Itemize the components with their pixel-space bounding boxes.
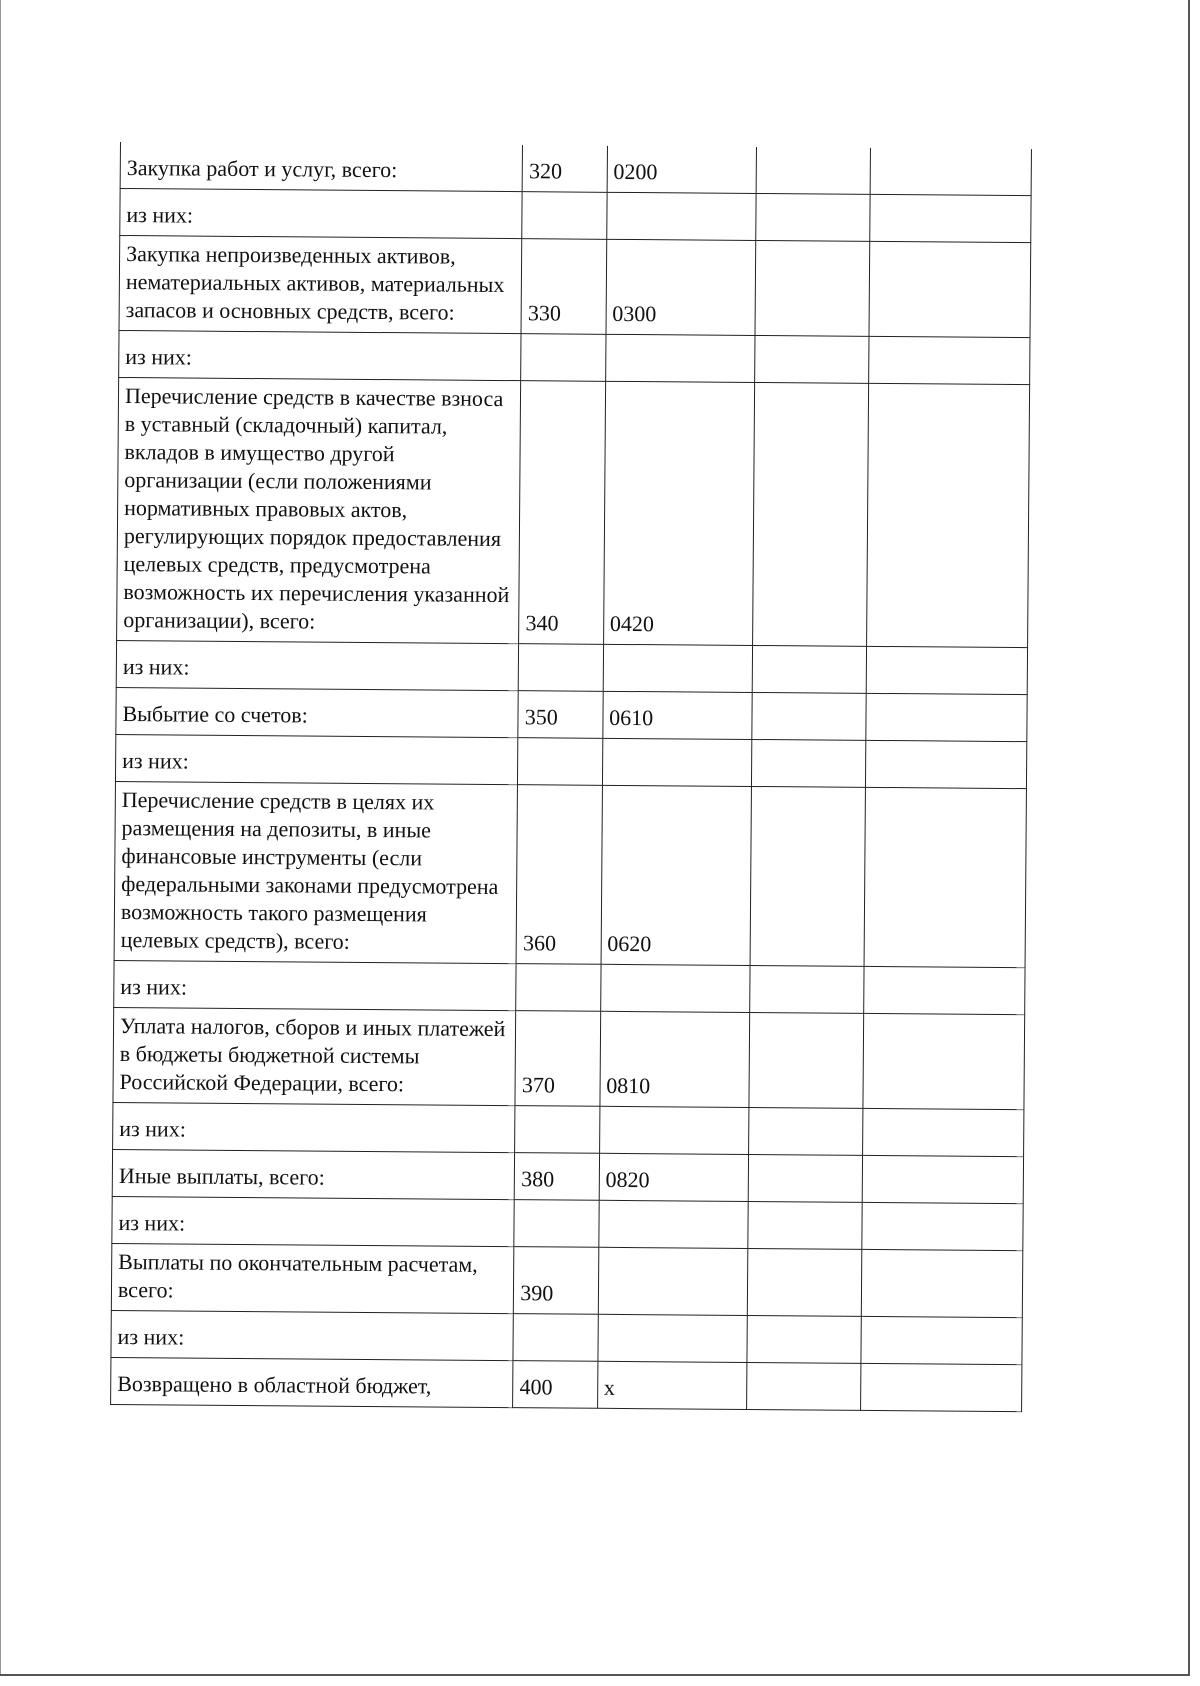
- table-row: [119, 330, 1030, 384]
- line-code-cell: [516, 964, 601, 1012]
- value-cell-2: [863, 1108, 1024, 1156]
- row-name-cell: из них:: [114, 960, 517, 1010]
- table-row: [115, 734, 1026, 788]
- scan-right-edge: [1188, 0, 1190, 1676]
- line-code-cell: [513, 1314, 598, 1362]
- table-row: [116, 640, 1027, 694]
- row-name-cell: Уплата налогов, сборов и иных платежей в бюджеты бюджетной системы Российской Федерации, всего:: [113, 1007, 516, 1105]
- row-name-cell: Перечисление средств в целях их размещения на депозиты, в иные финансовые инструменты (если федеральными законами предусмотрена возможность такого размещения целевых средств), всего:: [114, 781, 518, 963]
- table-row: [111, 1243, 1022, 1317]
- table-row: [113, 1102, 1024, 1156]
- value-cell-2: [864, 787, 1026, 967]
- classification-code-cell: [598, 1200, 748, 1248]
- line-code-cell: [518, 644, 603, 692]
- value-cell-2: [867, 383, 1030, 647]
- value-cell-2: [869, 241, 1030, 337]
- table-row: [119, 236, 1031, 338]
- value-cell-1: [755, 335, 870, 383]
- classification-code-cell: 0420: [603, 381, 755, 645]
- row-name-cell: Закупка непроизведенных активов, нематериальных активов, материальных запасов и основных средств, всего:: [119, 236, 522, 334]
- table-row: [112, 1196, 1023, 1250]
- line-code-cell: 370: [515, 1011, 600, 1107]
- row-name-cell: из них:: [115, 734, 518, 784]
- budget-table: [110, 142, 1032, 1412]
- line-code-cell: 320: [522, 145, 607, 192]
- value-cell-1: [747, 1315, 862, 1363]
- classification-code-cell: [599, 1106, 749, 1154]
- classification-code-cell: 0610: [602, 691, 752, 739]
- row-name-cell: из них:: [113, 1102, 516, 1152]
- table-row: [116, 687, 1027, 741]
- value-cell-2: [864, 966, 1025, 1014]
- row-name-cell: из них:: [116, 640, 519, 690]
- line-code-cell: 350: [518, 691, 603, 739]
- row-name-cell: Иные выплаты, всего:: [112, 1149, 515, 1199]
- value-cell-2: [863, 1013, 1024, 1109]
- row-name-cell: из них:: [112, 1196, 515, 1246]
- value-cell-1: [752, 739, 867, 787]
- classification-code-cell: [598, 1314, 748, 1362]
- scan-left-edge: [0, 0, 1, 1676]
- value-cell-1: [752, 692, 867, 740]
- table-row: [113, 1007, 1025, 1109]
- value-cell-2: [867, 646, 1028, 694]
- value-cell-1: [756, 193, 871, 241]
- value-cell-1: [756, 147, 871, 194]
- value-cell-2: [861, 1363, 1022, 1411]
- value-cell-1: [752, 645, 867, 693]
- row-name-cell: из них:: [111, 1310, 514, 1360]
- table-row: [112, 1149, 1023, 1203]
- line-code-cell: 390: [514, 1247, 599, 1315]
- table-row: [117, 377, 1030, 647]
- value-cell-1: [747, 1362, 862, 1410]
- row-name-cell: Возвращено в областной бюджет,: [111, 1357, 514, 1407]
- line-code-cell: 360: [516, 785, 602, 965]
- row-name-cell: из них:: [120, 189, 523, 239]
- classification-code-cell: 0620: [601, 785, 752, 965]
- value-cell-2: [862, 1202, 1023, 1250]
- table-row: [114, 960, 1025, 1014]
- value-cell-1: [750, 965, 865, 1013]
- line-code-cell: [514, 1200, 599, 1248]
- value-cell-2: [866, 693, 1027, 741]
- line-code-cell: [521, 334, 606, 382]
- value-cell-2: [863, 1155, 1024, 1203]
- line-code-cell: 400: [513, 1361, 598, 1409]
- table-row: [111, 1310, 1022, 1364]
- scan-bottom-edge: [0, 1674, 1190, 1676]
- classification-code-cell: 0300: [606, 239, 756, 335]
- value-cell-1: [753, 382, 869, 646]
- row-name-cell: Выбытие со счетов:: [116, 687, 519, 737]
- line-code-cell: [518, 738, 603, 786]
- classification-code-cell: [602, 738, 752, 786]
- classification-code-cell: 0810: [600, 1011, 750, 1107]
- row-name-cell: Закупка работ и услуг, всего:: [120, 142, 523, 192]
- table-row: [120, 142, 1031, 196]
- table-row: [114, 781, 1026, 967]
- value-cell-1: [748, 1201, 863, 1249]
- classification-code-cell: [606, 192, 756, 240]
- table-row: [120, 189, 1031, 243]
- value-cell-1: [749, 1012, 864, 1108]
- line-code-cell: [515, 1106, 600, 1154]
- classification-code-cell: [605, 334, 755, 382]
- classification-code-cell: [598, 1247, 748, 1315]
- line-code-cell: [522, 192, 607, 240]
- value-cell-2: [861, 1316, 1022, 1364]
- classification-code-cell: 0200: [607, 146, 757, 194]
- value-cell-1: [749, 1107, 864, 1155]
- value-cell-1: [750, 786, 866, 966]
- line-code-cell: 340: [519, 381, 605, 645]
- value-cell-2: [869, 336, 1030, 384]
- row-name-cell: Перечисление средств в качестве взноса в уставный (складочный) капитал, вкладов в имущество другой организации (если положениями нормативных правовых актов, регулирующих порядок предоставления целевых средств, предусмотрена возможность их перечисления указанной организации), всего:: [117, 377, 521, 643]
- classification-code-cell: [600, 964, 750, 1012]
- row-name-cell: из них:: [119, 330, 522, 380]
- line-code-cell: 330: [521, 239, 606, 335]
- value-cell-1: [755, 240, 870, 336]
- line-code-cell: 380: [514, 1153, 599, 1201]
- value-cell-1: [747, 1248, 862, 1316]
- classification-code-cell: x: [597, 1361, 747, 1409]
- classification-code-cell: 0820: [599, 1153, 749, 1201]
- classification-code-cell: [603, 644, 753, 692]
- value-cell-2: [871, 148, 1032, 196]
- value-cell-2: [866, 740, 1027, 788]
- row-name-cell: Выплаты по окончательным расчетам, всего:: [111, 1243, 514, 1313]
- table-row: [111, 1357, 1022, 1411]
- value-cell-2: [862, 1249, 1023, 1317]
- value-cell-2: [870, 194, 1031, 242]
- budget-table-body: [111, 142, 1032, 1412]
- value-cell-1: [748, 1154, 863, 1202]
